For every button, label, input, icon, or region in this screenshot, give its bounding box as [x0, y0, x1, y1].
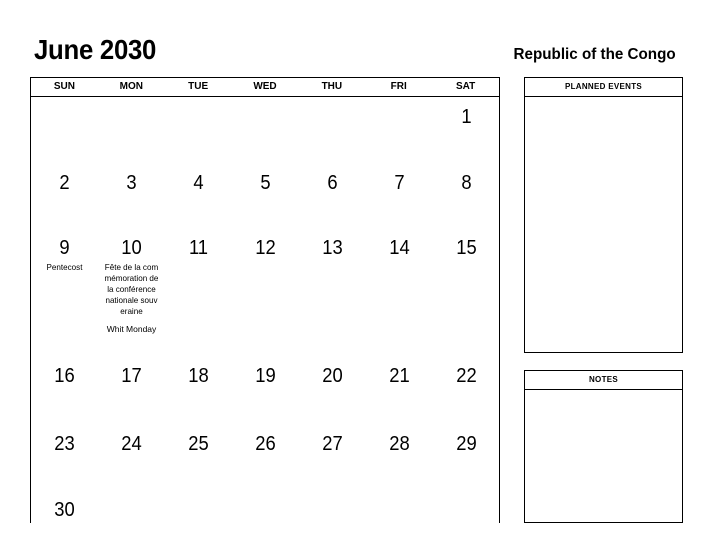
day-number: 6 [327, 172, 338, 194]
day-cell [366, 236, 433, 260]
day-cell [232, 236, 299, 260]
day-cell [232, 171, 299, 195]
day-cell [31, 498, 98, 522]
day-number: 23 [54, 433, 75, 455]
day-number: 29 [456, 433, 477, 455]
day-number: 15 [456, 237, 477, 259]
country-label: Republic of the Congo [513, 46, 676, 63]
month-title: June 2030 [34, 34, 157, 65]
weekday-fri: FRI [390, 81, 407, 92]
weekday-sat: SAT [455, 81, 476, 92]
day-cell [299, 236, 366, 260]
day-number: 20 [322, 365, 343, 387]
day-cell [366, 171, 433, 195]
holiday-label: Pentecost [46, 262, 83, 272]
day-cell [31, 236, 98, 273]
day-cell [433, 236, 500, 260]
day-cell [98, 236, 165, 335]
day-cell [299, 171, 366, 195]
day-cell [98, 364, 165, 388]
day-cell [31, 171, 98, 195]
day-cell [165, 364, 232, 388]
day-number: 13 [322, 237, 343, 259]
day-cell [165, 171, 232, 195]
day-number: 2 [59, 172, 70, 194]
day-cell [232, 364, 299, 388]
day-cell [98, 171, 165, 195]
day-cell [31, 432, 98, 456]
weekday-thu: THU [321, 81, 343, 92]
day-number: 3 [126, 172, 137, 194]
day-number: 30 [54, 499, 75, 521]
day-number: 16 [54, 365, 75, 387]
calendar-grid [30, 77, 500, 523]
day-number: 4 [193, 172, 204, 194]
day-number: 11 [188, 237, 209, 259]
day-number: 5 [260, 172, 271, 194]
day-cell [433, 105, 500, 129]
weekday-header [31, 77, 499, 97]
weekday-wed: WED [253, 81, 277, 92]
planned-events-heading: PLANNED EVENTS [525, 78, 682, 97]
day-cell [299, 364, 366, 388]
planned-events-panel [524, 77, 683, 353]
weekday-mon: MON [119, 81, 143, 92]
day-cell [433, 432, 500, 456]
weekday-sun: SUN [53, 81, 75, 92]
weekday-tue: TUE [188, 81, 209, 92]
day-cell [232, 432, 299, 456]
day-number: 12 [255, 237, 276, 259]
day-number: 27 [322, 433, 343, 455]
day-cell [31, 364, 98, 388]
day-cell [366, 364, 433, 388]
holiday-label: Whit Monday [106, 324, 157, 334]
day-cell [165, 432, 232, 456]
day-number: 10 [121, 237, 142, 259]
notes-panel [524, 370, 683, 523]
day-cell [433, 171, 500, 195]
day-cell [165, 236, 232, 260]
day-number: 7 [394, 172, 405, 194]
day-number: 14 [389, 237, 410, 259]
day-number: 1 [461, 106, 472, 128]
day-number: 18 [188, 365, 209, 387]
day-number: 17 [121, 365, 142, 387]
day-number: 24 [121, 433, 142, 455]
day-cell [433, 364, 500, 388]
day-number: 28 [389, 433, 410, 455]
day-number: 26 [255, 433, 276, 455]
day-cell [98, 432, 165, 456]
day-number: 25 [188, 433, 209, 455]
notes-heading: NOTES [525, 371, 682, 390]
day-number: 19 [255, 365, 276, 387]
day-number: 9 [59, 237, 70, 259]
day-number: 21 [389, 365, 410, 387]
holiday-label: Fête de la commémoration de la conférence nationale souveraine [104, 262, 159, 316]
day-cell [366, 432, 433, 456]
day-number: 22 [456, 365, 477, 387]
day-cell [299, 432, 366, 456]
day-number: 8 [461, 172, 472, 194]
